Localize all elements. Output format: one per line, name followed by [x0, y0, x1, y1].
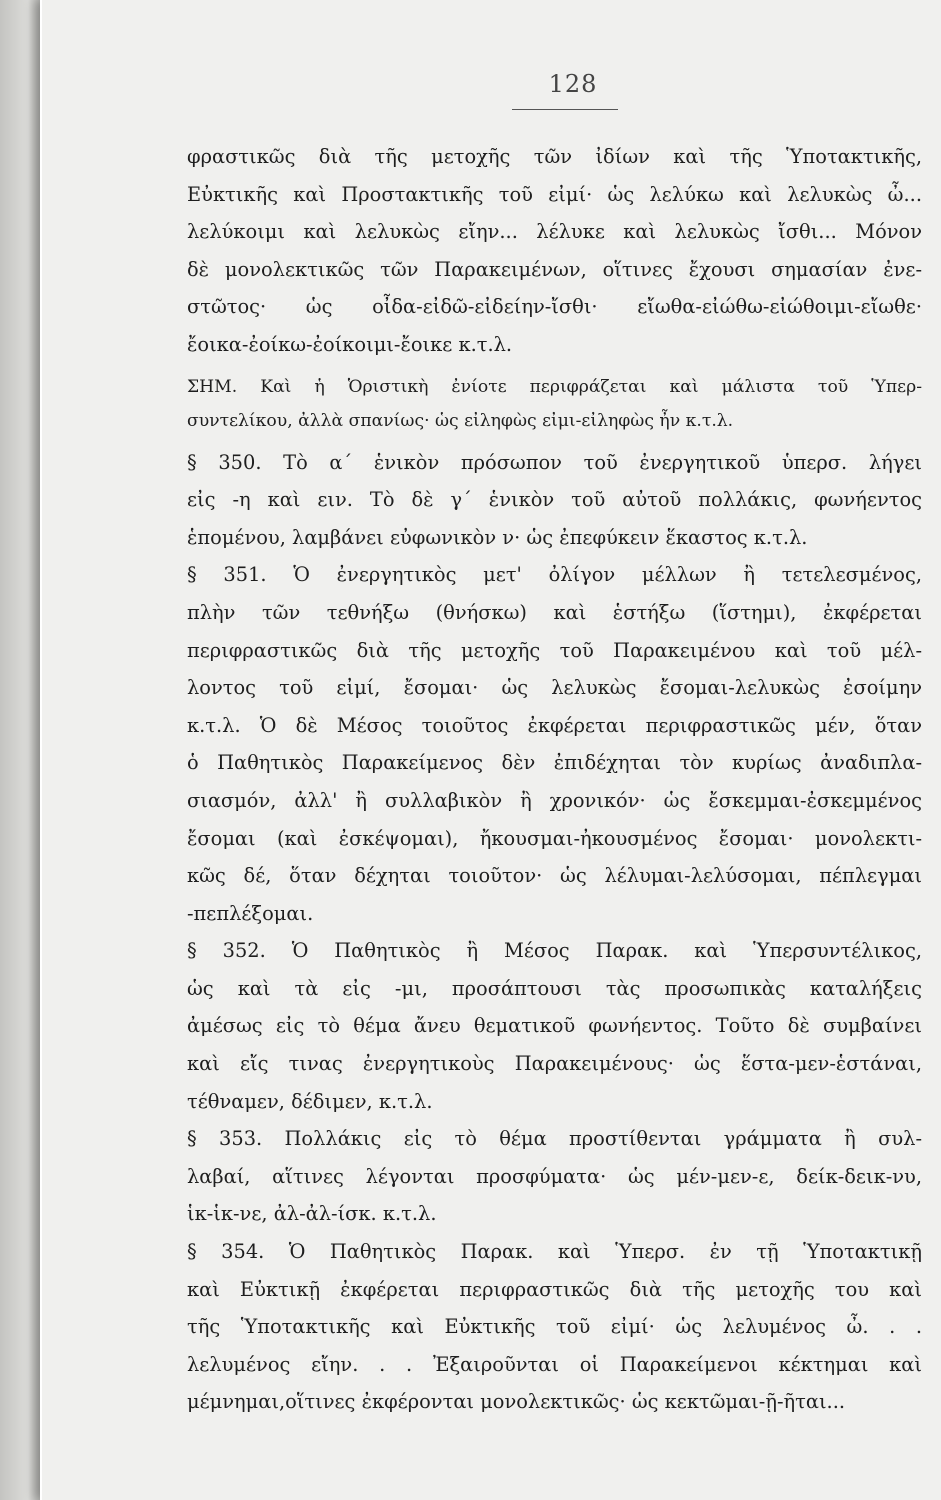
text-line: μέμνημαι,οἵτινες ἐκφέρονται μονολεκτικῶς· ὡς κεκτῶμαι-ῇ-ῆται... — [187, 1390, 846, 1414]
body-text — [187, 138, 922, 1421]
text-line: λοντος τοῦ εἰμί, ἔσομαι· ὡς λελυκὼς ἔσομαι-λελυκὼς ἐσοίμην — [187, 676, 922, 700]
text-line: ἑπομένου, λαμβάνει εὐφωνικὸν ν· ὡς ἐπεφύκειν ἕκαστος κ.τ.λ. — [187, 525, 808, 549]
text-line: ἔοικα-ἐοίκω-ἐοίκοιμι-ἔοικε κ.τ.λ. — [187, 332, 513, 356]
book-spine-shadow — [0, 0, 40, 1500]
page-number: 128 — [548, 70, 598, 98]
text-line: λαβαί, αἵτινες λέγονται προσφύματα· ὡς μέν-μεν-ε, δείκ-δεικ-νυ, — [187, 1164, 922, 1188]
text-line: καὶ Εὐκτικῇ ἐκφέρεται περιφραστικῶς διὰ τῆς μετοχῆς του καὶ — [187, 1277, 922, 1301]
text-line: στῶτος· ὡς οἶδα-εἰδῶ-εἰδείην-ἴσθι· εἴωθα-εἰώθω-εἰώθοιμι-εἴωθε· — [187, 295, 922, 319]
paragraph-354-heading: § 354. Ὁ Παθητικὸς Παρακ. καὶ Ὑπερσ. ἐν τῇ Ὑποτακτικῇ — [187, 1240, 922, 1264]
page-number-rule — [512, 109, 618, 110]
text-line: λελύκοιμι καὶ λελυκὼς εἴην... λέλυκε καὶ λελυκὼς ἴσθι... Μόνον — [187, 220, 922, 244]
paragraph-350-heading: § 350. Τὸ α΄ ἑνικὸν πρόσωπον τοῦ ἐνεργητικοῦ ὑπερσ. λήγει — [187, 450, 922, 474]
text-line: σιασμόν, ἀλλ' ἢ συλλαβικὸν ἢ χρονικόν· ὡς ἔσκεμμαι-ἐσκεμμένος — [187, 788, 922, 812]
text-line: ὁ Παθητικὸς Παρακείμενος δὲν ἐπιδέχηται τὸν κυρίως ἀναδιπλα- — [187, 751, 922, 775]
text-line: πλὴν τῶν τεθνήξω (θνήσκω) καὶ ἑστήξω (ἵστημι), ἐκφέρεται — [187, 600, 922, 624]
text-line: λελυμένος εἴην. . . Ἐξαιροῦνται οἱ Παρακείμενοι κέκτημαι καὶ — [187, 1352, 922, 1376]
text-line: ἀμέσως εἰς τὸ θέμα ἄνευ θεματικοῦ φωνήεντος. Τοῦτο δὲ συμβαίνει — [187, 1014, 922, 1038]
text-line: περιφραστικῶς διὰ τῆς μετοχῆς τοῦ Παρακειμένου καὶ τοῦ μέλ- — [187, 638, 922, 662]
paragraph-352-heading: § 352. Ὁ Παθητικὸς ἢ Μέσος Παρακ. καὶ Ὑπερσυντέλικος, — [187, 939, 922, 963]
text-line: εἰς -η καὶ ειν. Τὸ δὲ γ΄ ἑνικὸν τοῦ αὐτοῦ πολλάκις, φωνήεντος — [187, 488, 922, 512]
text-line: καὶ εἴς τινας ἐνεργητικοὺς Παρακειμένους· ὡς ἕστα-μεν-ἑστάναι, — [187, 1052, 922, 1076]
text-line: ὡς καὶ τὰ εἰς -μι, προσάπτουσι τὰς προσωπικὰς καταλήξεις — [187, 976, 922, 1000]
text-line: ἔσομαι (καὶ ἐσκέψομαι), ἤκουσμαι-ἠκουσμένος ἔσομαι· μονολεκτι- — [187, 826, 922, 850]
text-line: -πεπλέξομαι. — [187, 901, 314, 925]
text-line: τέθναμεν, δέδιμεν, κ.τ.λ. — [187, 1089, 433, 1113]
note-line: συντελίκου, ἀλλὰ σπανίως· ὡς εἰληφὼς εἰμι-εἰληφὼς ἦν κ.τ.λ. — [187, 410, 734, 431]
paragraph-353-heading: § 353. Πολλάκις εἰς τὸ θέμα προστίθενται γράμματα ἢ συλ- — [187, 1127, 922, 1151]
text-line: φραστικῶς διὰ τῆς μετοχῆς τῶν ἰδίων καὶ τῆς Ὑποτακτικῆς, — [187, 145, 922, 168]
text-line: τῆς Ὑποτακτικῆς καὶ Εὐκτικῆς τοῦ εἰμί· ὡς λελυμένος ὦ. . . — [187, 1315, 922, 1339]
text-line: κῶς δέ, ὅταν δέχηται τοιοῦτον· ὡς λέλυμαι-λελύσομαι, πέπλεγμαι — [187, 864, 922, 888]
book-page — [40, 0, 941, 1500]
text-line: Εὐκτικῆς καὶ Προστακτικῆς τοῦ εἰμί· ὡς λελύκω καὶ λελυκὼς ὦ... — [187, 182, 922, 206]
note-line: ΣΗΜ. Καὶ ἡ Ὁριστικὴ ἐνίοτε περιφράζεται καὶ μάλιστα τοῦ Ὑπερ- — [187, 376, 922, 397]
paragraph-351-heading: § 351. Ὁ ἐνεργητικὸς μετ' ὀλίγον μέλλων ἢ τετελεσμένος, — [187, 563, 922, 587]
text-line: κ.τ.λ. Ὁ δὲ Μέσος τοιοῦτος ἐκφέρεται περιφραστικῶς μέν, ὅταν — [187, 713, 922, 737]
text-line: ἱκ-ἱκ-νε, ἀλ-ἀλ-ίσκ. κ.τ.λ. — [187, 1202, 437, 1226]
text-line: δὲ μονολεκτικῶς τῶν Παρακειμένων, οἵτινες ἔχουσι σημασίαν ἐνε- — [187, 257, 922, 281]
